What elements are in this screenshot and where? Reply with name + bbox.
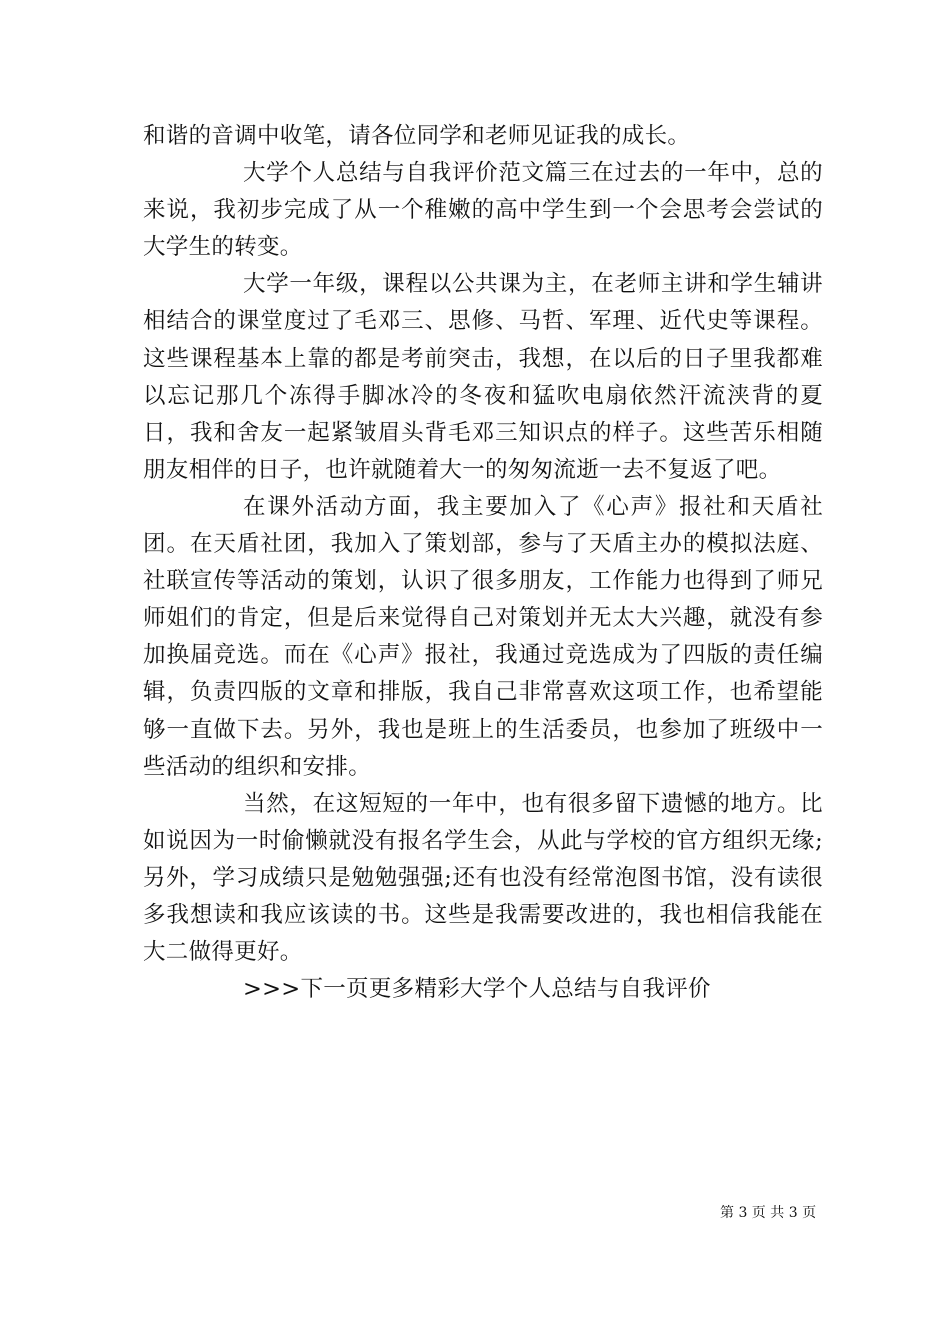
paragraph-continuation: 和谐的音调中收笔，请各位同学和老师见证我的成长。 (143, 123, 691, 149)
paragraph-courses: 大学一年级，课程以公共课为主，在老师主讲和学生辅讲相结合的课堂度过了毛邓三、思修、马哲、军理、近代史等课程。这些课程基本上靠的都是考前突击，我想，在以后的日子里我都难以忘记那几个冻得手脚冰冷的冬夜和猛吹电扇依然汗流浃背的夏日，我和舍友一起紧皱眉头背毛邓三知识点的样子。这些苦乐相随朋友相伴的日子，也许就随着大一的匆匆流逝一去不复返了吧。 (143, 271, 823, 483)
paragraph-intro: 大学个人总结与自我评价范文篇三在过去的一年中，总的来说，我初步完成了从一个稚嫩的高中学生到一个会思考会尝试的大学生的转变。 (143, 160, 823, 261)
paragraph-activities: 在课外活动方面，我主要加入了《心声》报社和天盾社团。在天盾社团，我加入了策划部，参与了天盾主办的模拟法庭、社联宣传等活动的策划，认识了很多朋友，工作能力也得到了师兄师姐们的肯定，但是后来觉得自己对策划并无太大兴趣，就没有参加换届竞选。而在《心声》报社，我通过竞选成为了四版的责任编辑，负责四版的文章和排版，我自己非常喜欢这项工作，也希望能够一直做下去。另外，我也是班上的生活委员，也参加了班级中一些活动的组织和安排。 (143, 493, 823, 780)
next-page-link[interactable]: >>>下一页更多精彩大学个人总结与自我评价 (243, 976, 711, 1003)
page-number-footer: 第 3 页 共 3 页 (720, 1205, 817, 1221)
paragraph-regrets: 当然，在这短短的一年中，也有很多留下遗憾的地方。比如说因为一时偷懒就没有报名学生会，从此与学校的官方组织无缘;另外，学习成绩只是勉勉强强;还有也没有经常泡图书馆，没有读很多我想读和我应该读的书。这些是我需要改进的，我也相信我能在大二做得更好。 (143, 790, 823, 966)
document-body (143, 118, 823, 1008)
